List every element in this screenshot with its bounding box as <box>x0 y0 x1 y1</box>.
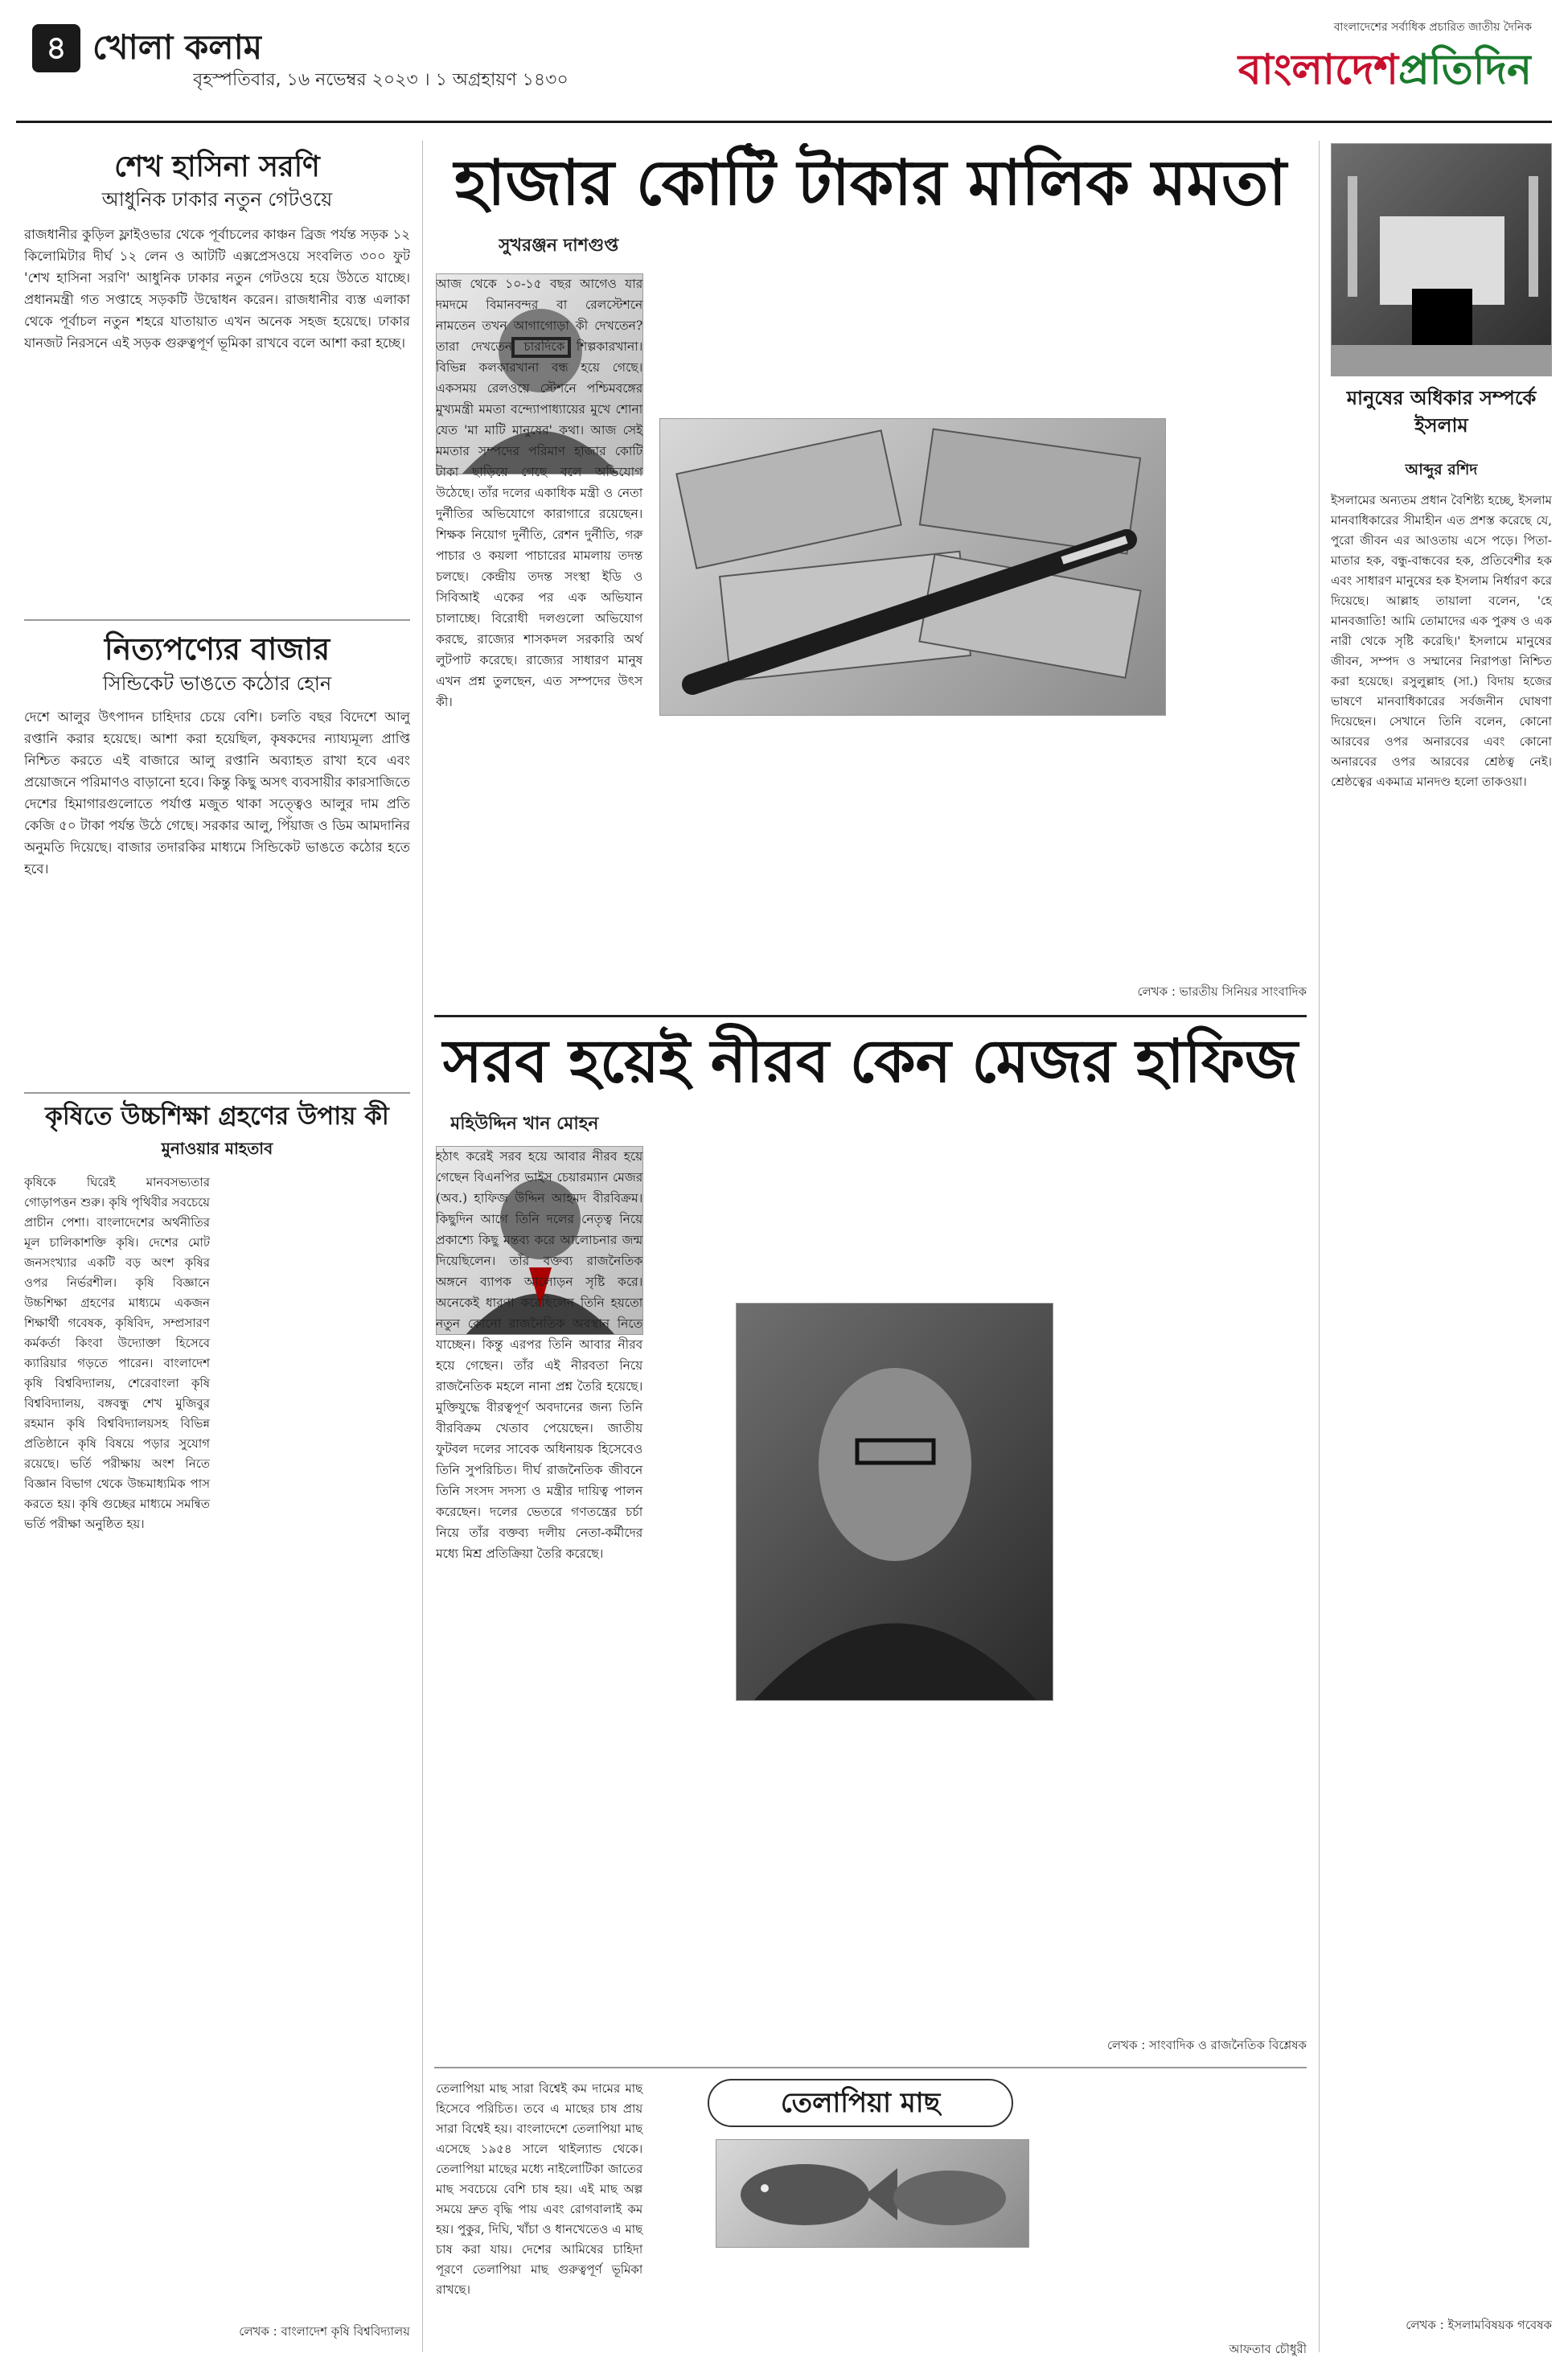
article-divider <box>434 1015 1307 1017</box>
article-divider <box>434 2067 1307 2068</box>
article-byline: মহিউদ্দিন খান মোহন <box>450 1113 599 1134</box>
writer-note: লেখক : ভারতীয় সিনিয়র সাংবাদিক <box>1137 984 1307 999</box>
article-title[interactable]: তেলাপিয়া মাছ <box>708 2079 1013 2127</box>
article-body: রাজধানীর কুড়িল ফ্লাইওভার থেকে পূর্বাচলের কাঞ্চন ব্রিজ পর্যন্ত সড়ক ১২ কিলোমিটার দীর্ঘ ১২ লেন ও আটটি এক্সপ্রেসওয়ে সংবলিত ৩০০ ফুট 'শেখ হাসিনা সরণি' আধুনিক ঢাকার নতুন গেটওয়ে হয়ে উঠতে যাচ্ছে। প্রধানমন্ত্রী গত সপ্তাহে সড়কটি উদ্বোধন করেন। রাজধানীর ব্যস্ত এলাকা থেকে পূর্বাচল নতুন শহরে যাতায়াত এখন অনেক সহজ হয়েছে। ঢাকার যানজট নিরসনে এই সড়ক গুরুত্বপূর্ণ ভূমিকা রাখবে বলে আশা করা হচ্ছে। <box>24 227 410 351</box>
article-divider <box>24 619 410 621</box>
main-article-body: হঠাৎ করেই সরব হয়ে আবার নীরব হয়ে গেছেন বিএনপির ভাইস চেয়ারম্যান মেজর (অব.) হাফিজ উদ্দিন আহমদ বীরবিক্রম। কিছুদিন আগে তিনি দলের নেতৃত্ব নিয়ে প্রকাশ্যে কিছু মন্তব্য করে আলোচনার জন্ম দিয়েছিলেন। তাঁর বক্তব্য রাজনৈতিক অঙ্গনে ব্যাপক আলোড়ন সৃষ্টি করে। অনেকেই ধারণা করেছিলেন তিনি হয়তো নতুন কোনো রাজনৈতিক অবস্থান নিতে যাচ্ছেন। কিন্তু এরপর তিনি আবার নীরব হয়ে গেছেন। তাঁর এই নীরবতা নিয়ে রাজনৈতিক মহলে নানা প্রশ্ন তৈরি হয়েছে। মুক্তিযুদ্ধে বীরত্বপূর্ণ অবদানের জন্য তিনি বীরবিক্রম খেতাব পেয়েছেন। জাতীয় ফুটবল দলের সাবেক অধিনায়ক হিসেবেও তিনি সুপরিচিত। দীর্ঘ রাজনৈতিক জীবনে তিনি সংসদ সদস্য ও মন্ত্রীর দায়িত্ব পালন করেছেন। দলের ভেতরে গণতন্ত্রের চর্চা নিয়ে তাঁর বক্তব্য দলীয় নেতা-কর্মীদের মধ্যে মিশ্র প্রতিক্রিয়া তৈরি করেছে। <box>436 1149 643 1561</box>
writer-note: লেখক : বাংলাদেশ কৃষি বিশ্ববিদ্যালয় <box>239 2324 410 2339</box>
main-article-body: আজ থেকে ১০-১৫ বছর আগেও যার দমদমে বিমানবন্দর বা রেলস্টেশনে নামতেন তখন আগাগোড়া কী দেখতেন? তারা দেখতেন চারদিকে শিল্পকারখানা। বিভিন্ন কলকারখানা বন্ধ হয়ে গেছে। একসময় রেলওয়ে স্টেশনে পশ্চিমবঙ্গের মুখ্যমন্ত্রী মমতা বন্দ্যোপাধ্যায়ের মুখে শোনা যেত 'মা মাটি মানুষের' কথা। আজ সেই মমতার সম্পদের পরিমাণ হাজার কোটি টাকা ছাড়িয়ে গেছে বলে অভিযোগ উঠেছে। তাঁর দলের একাধিক মন্ত্রী ও নেতা দুর্নীতির অভিযোগে কারাগারে রয়েছেন। শিক্ষক নিয়োগ দুর্নীতি, রেশন দুর্নীতি, গরু পাচার ও কয়লা পাচারের মামলায় তদন্ত চলছে। কেন্দ্রীয় তদন্ত সংস্থা ইডি ও সিবিআই একের পর এক অভিযান চালাচ্ছে। বিরোধী দলগুলো অভিযোগ করছে, রাজ্যের শাসকদল সরকারি অর্থ লুটপাট করেছে। রাজ্যের সাধারণ মানুষ এখন প্রশ্ন তুলছেন, এত সম্পদের উৎস কী। <box>436 277 643 709</box>
newspaper-masthead[interactable] <box>1194 18 1532 98</box>
masthead-name-part1: বাংলাদেশ <box>1238 45 1399 94</box>
article-author: মুনাওয়ার মাহতাব <box>161 1139 273 1158</box>
article-body: ইসলামের অন্যতম প্রধান বৈশিষ্ট্য হচ্ছে, ইসলাম মানবাধিকারের সীমাহীন এত প্রশস্ত করেছে যে, পুরো জীবন এর আওতায় এসে পড়ে। পিতা-মাতার হক, বন্ধু-বান্ধবের হক, প্রতিবেশীর হক এবং সাধারণ মানুষের হক ইসলাম নির্ধারণ করে দিয়েছে। আল্লাহ তায়ালা বলেন, 'হে মানবজাতি! আমি তোমাদের এক পুরুষ ও এক নারী থেকে সৃষ্টি করেছি।' ইসলামে মানুষের জীবন, সম্পদ ও সম্মানের নিরাপত্তা নিশ্চিত করা হয়েছে। রসুলুল্লাহ (সা.) বিদায় হজের ভাষণে মানবাধিকারের সর্বজনীন ঘোষণা দিয়েছেন। সেখানে তিনি বলেন, কোনো আরবের ওপর অনারবের এবং কোনো অনারবের ওপর আরবের শ্রেষ্ঠত্ব নেই। শ্রেষ্ঠত্বের একমাত্র মানদণ্ড হলো তাকওয়া। <box>1331 493 1552 789</box>
article-body: তেলাপিয়া মাছ সারা বিশ্বেই কম দামের মাছ হিসেবে পরিচিত। তবে এ মাছের চাষ প্রায় সারা বিশ্বেই হয়। বাংলাদেশে তেলাপিয়া মাছ এসেছে ১৯৫৪ সালে থাইল্যান্ড থেকে। তেলাপিয়া মাছের মধ্যে নাইলোটিকা জাতের মাছ সবচেয়ে বেশি চাষ হয়। এই মাছ অল্প সময়ে দ্রুত বৃদ্ধি পায় এবং রোগবালাই কম হয়। পুকুর, দিঘি, খাঁচা ও ধানখেতেও এ মাছ চাষ করা যায়। দেশের আমিষের চাহিদা পূরণে তেলাপিয়া মাছ গুরুত্বপূর্ণ ভূমিকা রাখছে। <box>436 2081 643 2297</box>
article-title[interactable]: কৃষিতে উচ্চশিক্ষা গ্রহণের উপায় কী <box>45 1102 389 1131</box>
section-title: খোলা কলাম <box>92 27 263 67</box>
article-subtitle: আধুনিক ঢাকার নতুন গেটওয়ে <box>101 188 333 211</box>
article-title[interactable]: মানুষের অধিকার সম্পর্কে ইসলাম <box>1346 386 1537 437</box>
article-byline: সুখরঞ্জন দাশগুপ্ত <box>499 235 619 256</box>
writer-note: লেখক : সাংবাদিক ও রাজনৈতিক বিশ্লেষক <box>1106 2038 1307 2052</box>
article-title[interactable]: নিত্যপণ্যের বাজার <box>104 630 330 667</box>
issue-date: বৃহস্পতিবার, ১৬ নভেম্বর ২০২৩ । ১ অগ্রহায়ণ ১৪৩০ <box>193 70 569 90</box>
article-author: আব্দুর রশিদ <box>1405 461 1478 478</box>
article-subtitle: সিন্ডিকেট ভাঙতে কঠোর হোন <box>102 672 332 695</box>
column-divider-left <box>422 141 423 2352</box>
article-body: দেশে আলুর উৎপাদন চাহিদার চেয়ে বেশি। চলতি বছর বিদেশে আলু রপ্তানি করার হয়েছে। আশা করা হয়েছিল, কৃষকদের ন্যায্যমূল্য প্রাপ্তি নিশ্চিত করতে এই বাজারে আলু রপ্তানি অব্যাহত রাখা হবে এবং প্রয়োজনে পরিমাণও বাড়ানো হবে। কিন্তু কিছু অসৎ ব্যবসায়ীর কারসাজিতে দেশের হিমাগারগুলোতে পর্যাপ্ত মজুত থাকা সত্ত্বেও আলুর দাম প্রতি কেজি ৫০ টাকা পর্যন্ত উঠে গেছে। সরকার আলু, পিঁয়াজ ও ডিম আমদানির অনুমতি দিয়েছে। বাজার তদারকির মাধ্যমে সিন্ডিকেট ভাঙতে কঠোর হতে হবে। <box>24 709 410 877</box>
header-rule <box>16 121 1552 123</box>
masthead-name-part2: প্রতিদিন <box>1398 45 1532 94</box>
writer-note: লেখক : ইসলামবিষয়ক গবেষক <box>1406 2318 1552 2332</box>
page-number: ৪ <box>32 24 80 72</box>
article-body: কৃষিকে ঘিরেই মানবসভ্যতার গোড়াপত্তন শুরু। কৃষি পৃথিবীর সবচেয়ে প্রাচীন পেশা। বাংলাদেশের অর্থনীতির মূল চালিকাশক্তি কৃষি। দেশের মোট জনসংখ্যার একটি বড় অংশ কৃষির ওপর নির্ভরশীল। কৃষি বিজ্ঞানে উচ্চশিক্ষা গ্রহণের মাধ্যমে একজন শিক্ষার্থী গবেষক, কৃষিবিদ, সম্প্রসারণ কর্মকর্তা কিংবা উদ্যোক্তা হিসেবে ক্যারিয়ার গড়তে পারেন। বাংলাদেশ কৃষি বিশ্ববিদ্যালয়, শেরেবাংলা কৃষি বিশ্ববিদ্যালয়, বঙ্গবন্ধু শেখ মুজিবুর রহমান কৃষি বিশ্ববিদ্যালয়সহ বিভিন্ন প্রতিষ্ঠানে কৃষি বিষয়ে পড়ার সুযোগ রয়েছে। ভর্তি পরীক্ষায় অংশ নিতে বিজ্ঞান বিভাগ থেকে উচ্চমাধ্যমিক পাস করতে হয়। কৃষি গুচ্ছের মাধ্যমে সমন্বিত ভর্তি পরীক্ষা অনুষ্ঠিত হয়। <box>24 1175 210 1531</box>
masthead-tagline: বাংলাদেশের সর্বাধিক প্রচারিত জাতীয় দৈনিক <box>1333 21 1532 34</box>
kaaba-photo <box>1331 143 1552 376</box>
main-headline[interactable]: সরব হয়েই নীরব কেন মেজর হাফিজ <box>442 1027 1299 1096</box>
article-title[interactable]: শেখ হাসিনা সরণি <box>114 150 320 183</box>
writer-note: আফতাব চৌধুরী <box>1229 2342 1307 2356</box>
article-divider <box>24 1092 410 1094</box>
mosque-icon <box>1332 144 1552 376</box>
main-headline[interactable]: হাজার কোটি টাকার মালিক মমতা <box>454 146 1287 220</box>
column-divider-right <box>1319 141 1320 2352</box>
